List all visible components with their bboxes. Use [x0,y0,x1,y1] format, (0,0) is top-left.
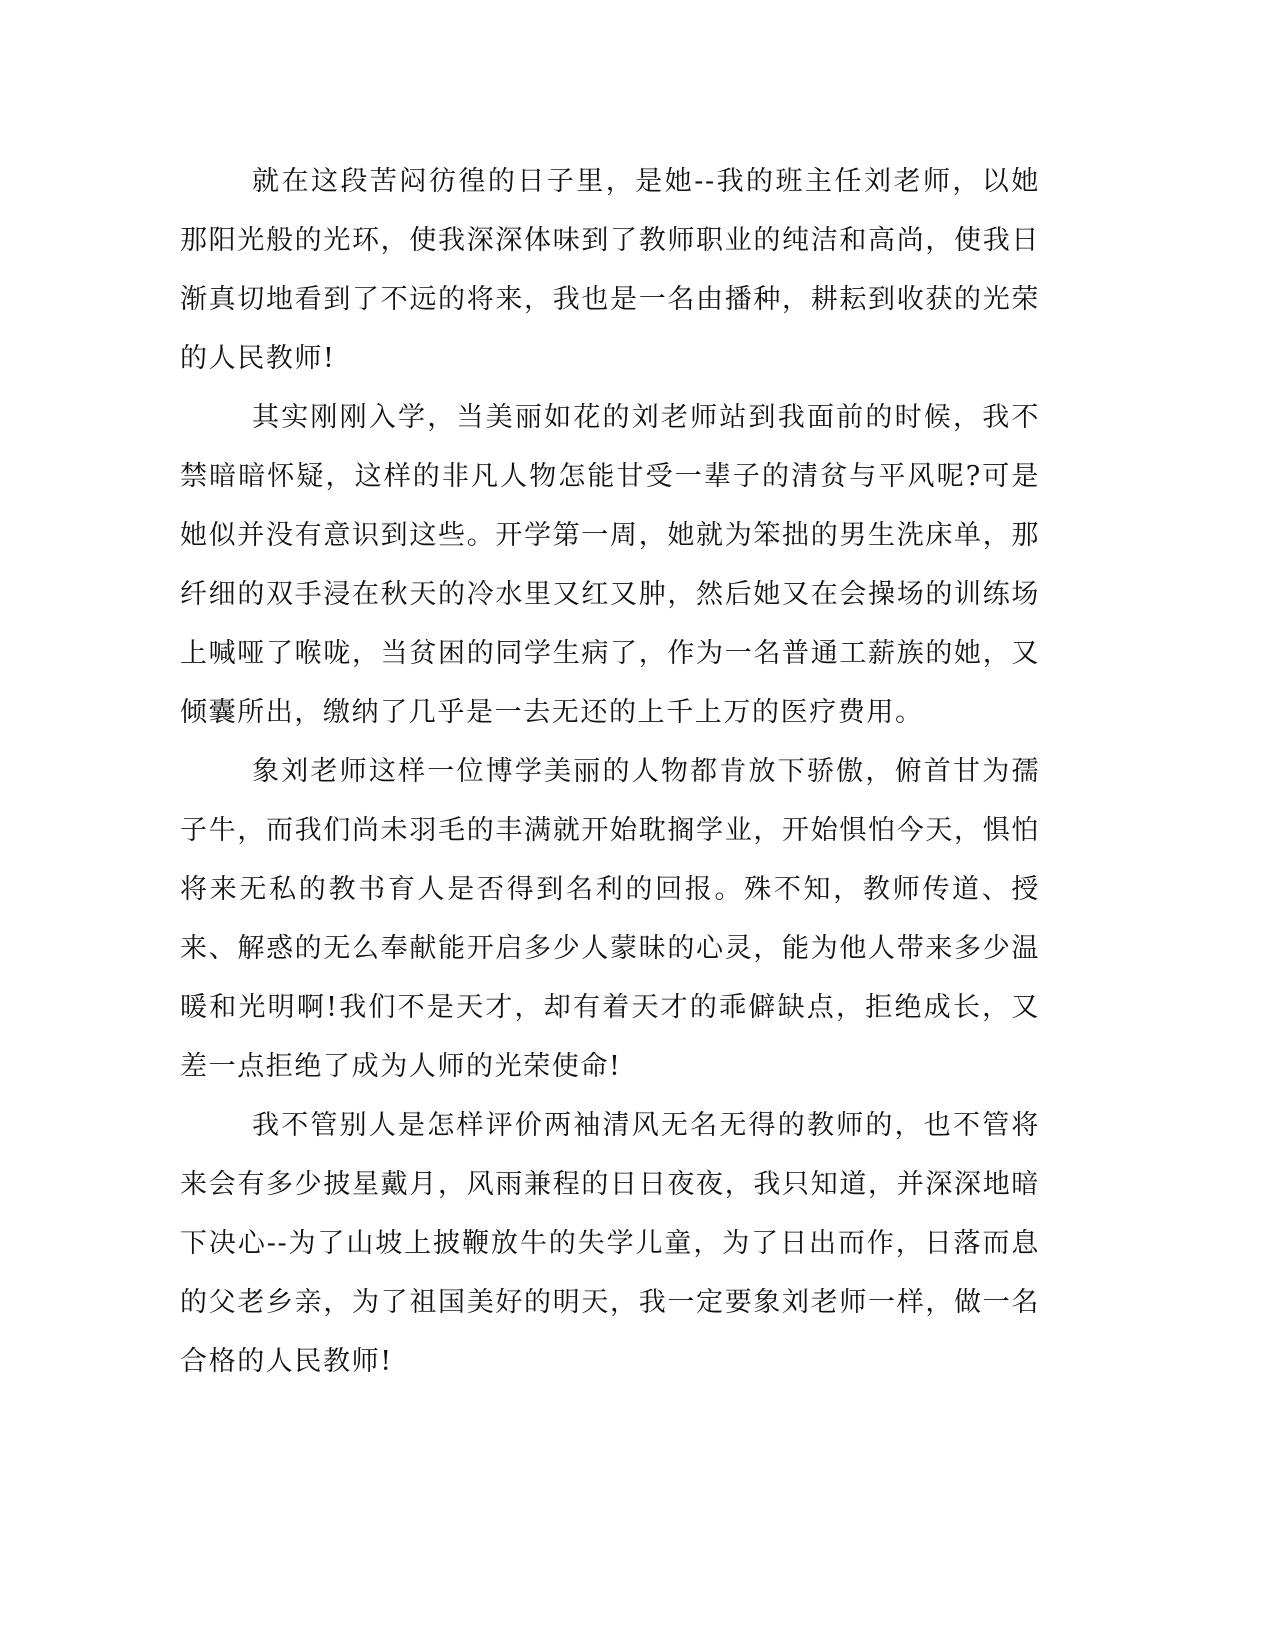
paragraph-2: 其实刚刚入学，当美丽如花的刘老师站到我面前的时候，我不禁暗暗怀疑，这样的非凡人物怎能甘受一辈子的清贫与平风呢?可是她似并没有意识到这些。开学第一周，她就为笨拙的男生洗床单，那纤细的双手浸在秋天的冷水里又红又肿，然后她又在会操场的训练场上喊哑了喉咙，当贫困的同学生病了，作为一名普通工薪族的她，又倾囊所出，缴纳了几乎是一去无还的上千上万的医疗费用。 [180,402,1040,728]
document-body [180,152,1040,1391]
paragraph-3: 象刘老师这样一位博学美丽的人物都肯放下骄傲，俯首甘为孺子牛，而我们尚未羽毛的丰满就开始耽搁学业，开始惧怕今天，惧怕将来无私的教书育人是否得到名利的回报。殊不知，教师传道、授来、解惑的无么奉献能开启多少人蒙昧的心灵，能为他人带来多少温暖和光明啊!我们不是天才，却有着天才的乖僻缺点，拒绝成长，又差一点拒绝了成为人师的光荣使命! [180,756,1040,1082]
paragraph-4: 我不管别人是怎样评价两袖清风无名无得的教师的，也不管将来会有多少披星戴月，风雨兼程的日日夜夜，我只知道，并深深地暗下决心--为了山坡上披鞭放牛的失学儿童，为了日出而作，日落而息的父老乡亲，为了祖国美好的明天，我一定要象刘老师一样，做一名合格的人民教师! [180,1110,1040,1377]
paragraph-1: 就在这段苦闷彷徨的日子里，是她--我的班主任刘老师，以她那阳光般的光环，使我深深体味到了教师职业的纯洁和高尚，使我日渐真切地看到了不远的将来，我也是一名由播种，耕耘到收获的光荣的人民教师! [180,166,1040,374]
